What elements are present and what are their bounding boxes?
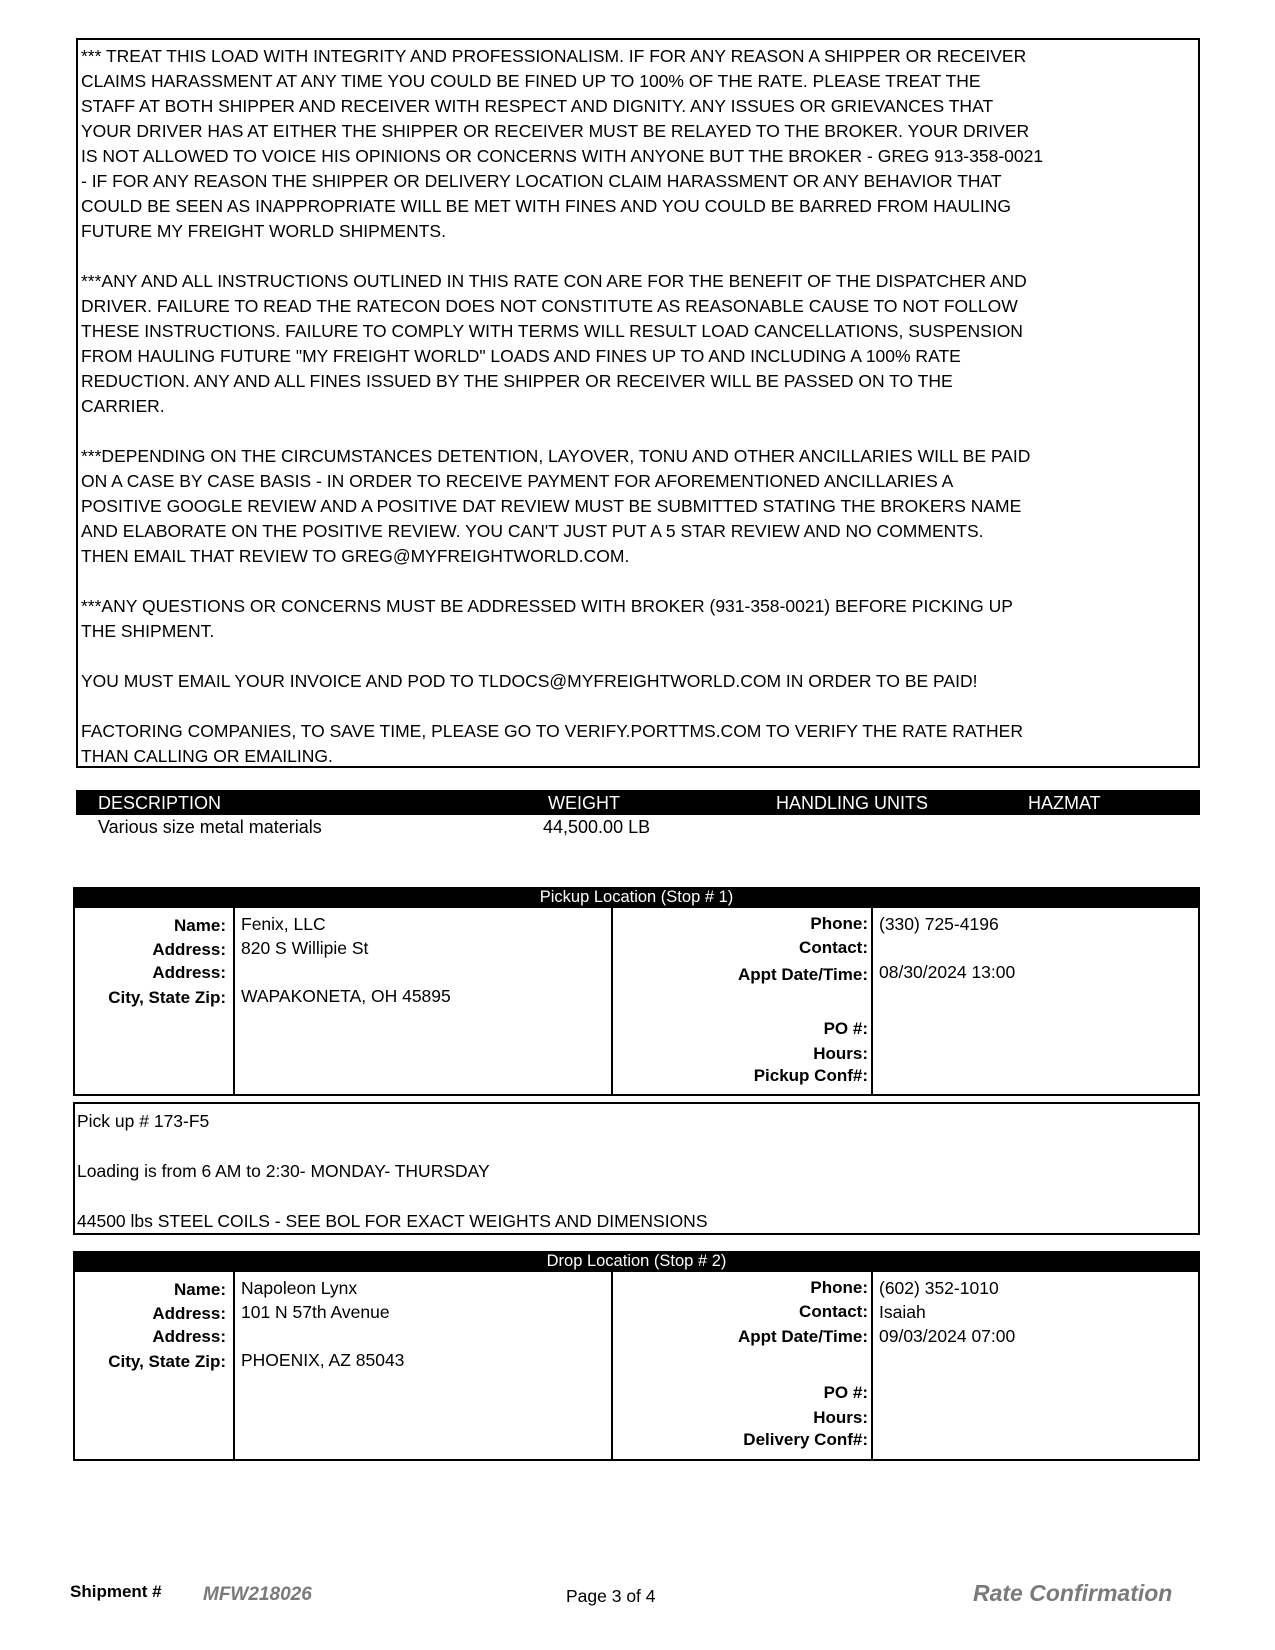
terms-line: DRIVER. FAILURE TO READ THE RATECON DOES NOT CONSTITUTE AS REASONABLE CAUSE TO NOT FOLLOW [81, 296, 1018, 316]
drop-contact: Isaiah [879, 1302, 926, 1322]
terms-line: ***ANY QUESTIONS OR CONCERNS MUST BE ADDRESSED WITH BROKER (931-358-0021) BEFORE PICKING UP [81, 596, 1013, 616]
terms-line: ON A CASE BY CASE BASIS - IN ORDER TO RECEIVE PAYMENT FOR AFOREMENTIONED ANCILLARIES A [81, 471, 954, 491]
pickup-note: 44500 lbs STEEL COILS - SEE BOL FOR EXACT WEIGHTS AND DIMENSIONS [77, 1211, 708, 1231]
pickup-box [73, 906, 1200, 1096]
pickup-notes [73, 1102, 1200, 1235]
pickup-appt: 08/30/2024 13:00 [879, 962, 1016, 982]
address-label: Address: [152, 940, 226, 959]
page-number: Page 3 of 4 [566, 1586, 656, 1606]
commodity-weight: 44,500.00 LB [543, 817, 651, 837]
terms-line: FUTURE MY FREIGHT WORLD SHIPMENTS. [81, 221, 446, 241]
drop-title: Drop Location (Stop # 2) [73, 1251, 1200, 1271]
column-divider [871, 908, 873, 1094]
terms-line: COULD BE SEEN AS INAPPROPRIATE WILL BE MET WITH FINES AND YOU COULD BE BARRED FROM HAULING [81, 196, 1011, 216]
terms-line: ***ANY AND ALL INSTRUCTIONS OUTLINED IN THIS RATE CON ARE FOR THE BENEFIT OF THE DISPATCHER AND [81, 271, 1027, 291]
column-divider [233, 908, 235, 1094]
terms-line: REDUCTION. ANY AND ALL FINES ISSUED BY THE SHIPPER OR RECEIVER WILL BE PASSED ON TO THE [81, 371, 953, 391]
pickup-phone: (330) 725-4196 [879, 914, 999, 934]
terms-line: THEN EMAIL THAT REVIEW TO GREG@MYFREIGHTWORLD.COM. [81, 546, 630, 566]
commodity-header [76, 790, 1200, 815]
city-state-zip-label: City, State Zip: [108, 1352, 226, 1371]
description-header: DESCRIPTION [98, 793, 222, 813]
drop-appt: 09/03/2024 07:00 [879, 1326, 1016, 1346]
drop-city-state-zip: PHOENIX, AZ 85043 [241, 1350, 405, 1370]
name-label: Name: [174, 916, 226, 935]
terms-line: - IF FOR ANY REASON THE SHIPPER OR DELIVERY LOCATION CLAIM HARASSMENT OR ANY BEHAVIOR THAT [81, 171, 1002, 191]
pickup-conf-label: Pickup Conf#: [753, 1066, 868, 1085]
column-divider [611, 908, 613, 1094]
po-label: PO #: [823, 1383, 868, 1402]
commodity-description: Various size metal materials [98, 817, 322, 837]
contact-label: Contact: [799, 938, 868, 957]
terms-line: THESE INSTRUCTIONS. FAILURE TO COMPLY WITH TERMS WILL RESULT LOAD CANCELLATIONS, SUSPENSION [81, 321, 1023, 341]
document-title: Rate Confirmation [973, 1580, 1173, 1606]
terms-line: YOUR DRIVER HAS AT EITHER THE SHIPPER OR RECEIVER MUST BE RELAYED TO THE BROKER. YOUR DRIVER [81, 121, 1030, 141]
terms-line: *** TREAT THIS LOAD WITH INTEGRITY AND PROFESSIONALISM. IF FOR ANY REASON A SHIPPER OR RECEIVER [81, 46, 1027, 66]
delivery-conf-label: Delivery Conf#: [743, 1430, 868, 1449]
hours-label: Hours: [813, 1044, 868, 1063]
drop-name: Napoleon Lynx [241, 1278, 358, 1298]
terms-line: CLAIMS HARASSMENT AT ANY TIME YOU COULD BE FINED UP TO 100% OF THE RATE. PLEASE TREAT THE [81, 71, 981, 91]
terms-line: YOU MUST EMAIL YOUR INVOICE AND POD TO TLDOCS@MYFREIGHTWORLD.COM IN ORDER TO BE PAID! [81, 671, 978, 691]
address-label: Address: [152, 1327, 226, 1346]
pickup-note: Loading is from 6 AM to 2:30- MONDAY- THURSDAY [77, 1161, 490, 1181]
drop-phone: (602) 352-1010 [879, 1278, 999, 1298]
pickup-address: 820 S Willipie St [241, 938, 369, 958]
name-label: Name: [174, 1280, 226, 1299]
column-divider [871, 1272, 873, 1459]
terms-box [76, 38, 1200, 768]
appt-label: Appt Date/Time: [737, 965, 868, 984]
phone-label: Phone: [810, 914, 868, 933]
city-state-zip-label: City, State Zip: [108, 988, 226, 1007]
pickup-title: Pickup Location (Stop # 1) [73, 887, 1200, 907]
terms-line: FACTORING COMPANIES, TO SAVE TIME, PLEASE GO TO VERIFY.PORTTMS.COM TO VERIFY THE RATE RATHER [81, 721, 1023, 741]
terms-line: AND ELABORATE ON THE POSITIVE REVIEW. YOU CAN'T JUST PUT A 5 STAR REVIEW AND NO COMMENTS. [81, 521, 984, 541]
terms-line: THE SHIPMENT. [81, 621, 215, 641]
terms-line: FROM HAULING FUTURE "MY FREIGHT WORLD" LOADS AND FINES UP TO AND INCLUDING A 100% RATE [81, 346, 961, 366]
phone-label: Phone: [810, 1278, 868, 1297]
hours-label: Hours: [813, 1408, 868, 1427]
terms-line: THAN CALLING OR EMAILING. [81, 746, 333, 766]
terms-line: CARRIER. [81, 396, 165, 416]
terms-line: IS NOT ALLOWED TO VOICE HIS OPINIONS OR CONCERNS WITH ANYONE BUT THE BROKER - GREG 913-358-0021 [81, 146, 1044, 166]
column-divider [611, 1272, 613, 1459]
hazmat-header: HAZMAT [1028, 793, 1101, 813]
column-divider [233, 1272, 235, 1459]
terms-line: POSITIVE GOOGLE REVIEW AND A POSITIVE DAT REVIEW MUST BE SUBMITTED STATING THE BROKERS NAME [81, 496, 1022, 516]
po-label: PO #: [823, 1019, 868, 1038]
drop-box [73, 1270, 1200, 1461]
address-label: Address: [152, 963, 226, 982]
address-label: Address: [152, 1304, 226, 1323]
pickup-name: Fenix, LLC [241, 914, 326, 934]
contact-label: Contact: [799, 1302, 868, 1321]
terms-line: STAFF AT BOTH SHIPPER AND RECEIVER WITH RESPECT AND DIGNITY. ANY ISSUES OR GRIEVANCES THAT [81, 96, 994, 116]
appt-label: Appt Date/Time: [737, 1327, 868, 1346]
drop-address: 101 N 57th Avenue [241, 1302, 390, 1322]
handling-units-header: HANDLING UNITS [776, 793, 929, 813]
weight-header: WEIGHT [548, 793, 620, 813]
shipment-label: Shipment # [70, 1582, 162, 1601]
shipment-number: MFW218026 [203, 1584, 312, 1605]
pickup-note: Pick up # 173-F5 [77, 1111, 210, 1131]
terms-line: ***DEPENDING ON THE CIRCUMSTANCES DETENTION, LAYOVER, TONU AND OTHER ANCILLARIES WILL BE PAID [81, 446, 1031, 466]
pickup-city-state-zip: WAPAKONETA, OH 45895 [241, 986, 451, 1006]
